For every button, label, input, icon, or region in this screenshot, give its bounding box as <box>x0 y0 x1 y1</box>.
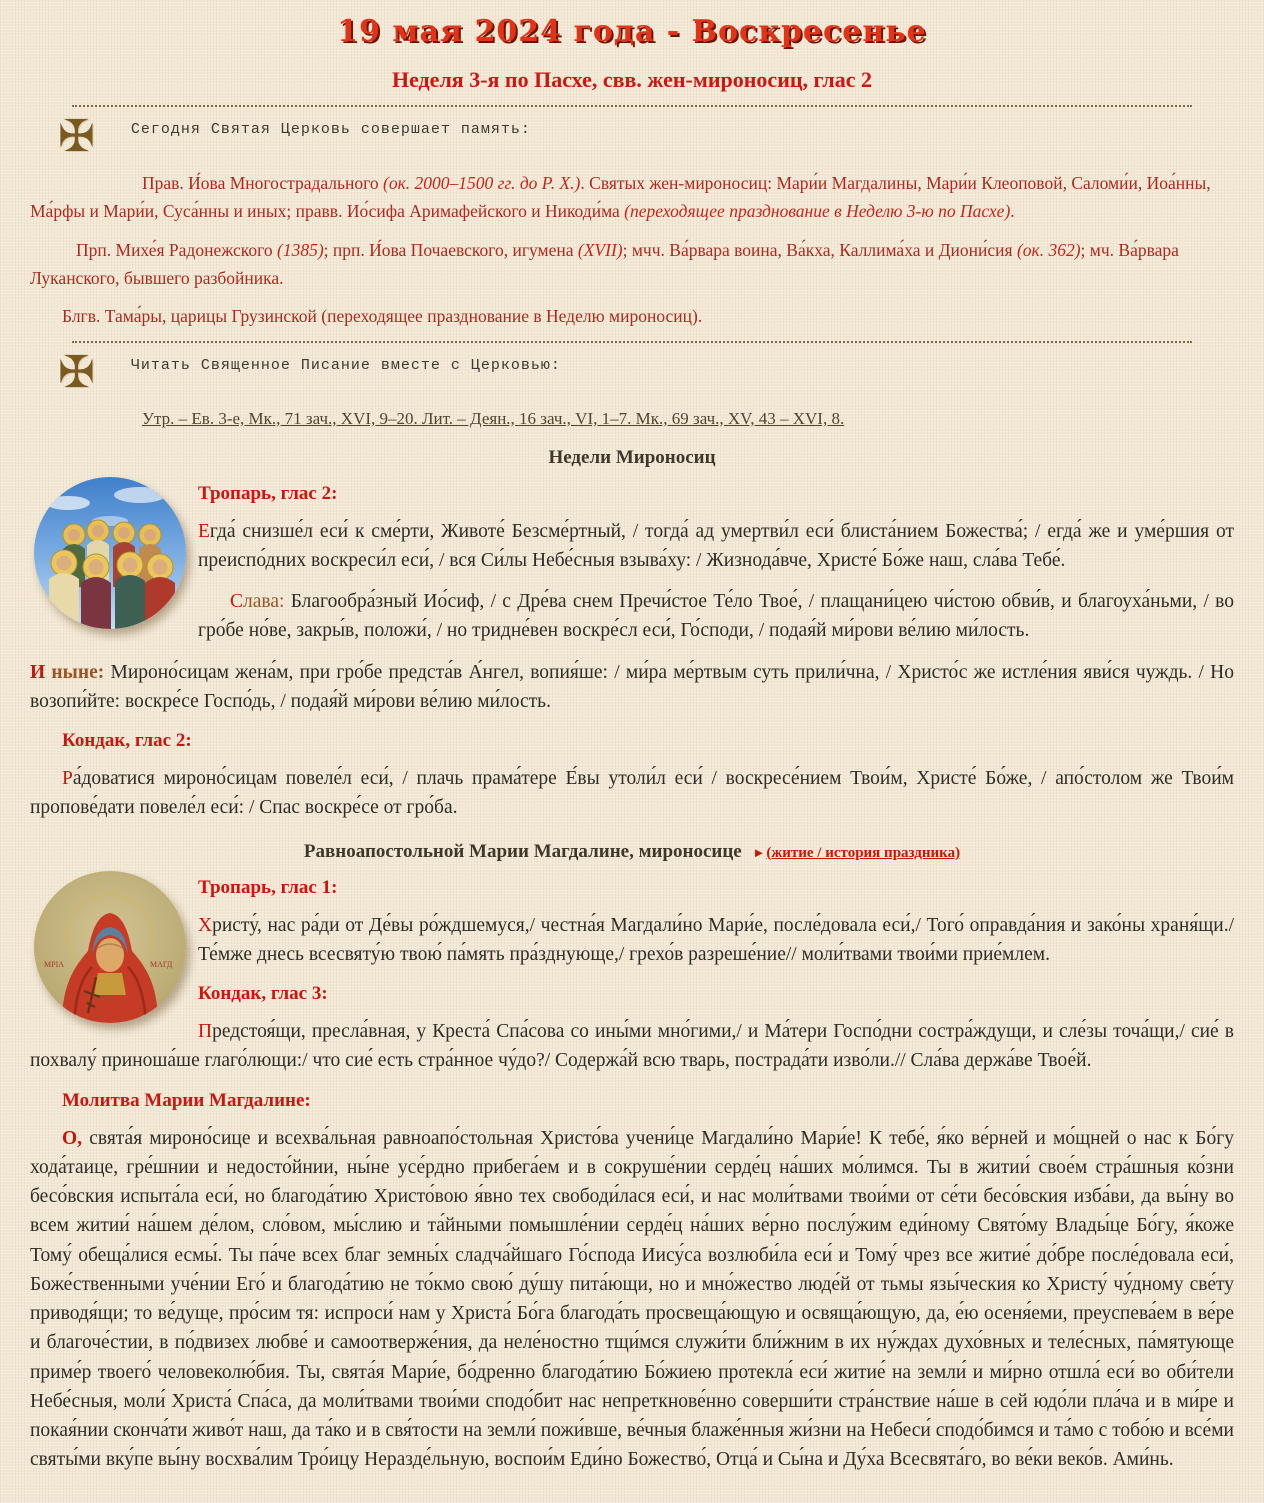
commemoration-label: Сегодня Святая Церковь совершает память: <box>130 121 531 138</box>
mary-magdalene-icon <box>34 871 186 1023</box>
red-initial: П <box>198 1021 213 1043</box>
red-initial: Х <box>198 914 213 936</box>
kontakion-text: Предстоя́щи, пресла́вная, у Креста́ Спа́сова со ины́ми мно́гими,/ и Ма́тери Госпо́дни состра́ждущи, и сле́зы точа́щи,/ сие́ в похвалу́ приноша́ше глаго́лющи:/ что сие́ есть стра́нное чу́до?/ Содержа́й всю тварь, пострада́ти изво́ли.// Сла́ва держа́ве Твое́й. <box>30 1021 1234 1072</box>
scripture-readings-link[interactable]: Утр. – Ев. 3-е, Мк., 71 зач., XVI, 9–20. Лит. – Деян., 16 зач., VI, 1–7. Мк., 69 зач., XV, 43 – XVI, 8. <box>142 408 845 428</box>
red-initial: О, <box>62 1127 83 1149</box>
commemoration-paragraph <box>30 236 1234 293</box>
red-initial: И <box>30 661 46 683</box>
commemoration-section-header <box>58 112 1234 161</box>
slava-text: Слава: Благообра́зный Ио́сиф, / с Дре́ва снем Пречи́стое Те́ло Твое́, / плащани́цею чи́стою обви́в, и благоуха́ньми, / во гро́бе но́ве, закры́в, положи́, / но тридне́вен воскре́сл еси́, Го́споди, / подая́й ми́рови ве́лию ми́лость. <box>198 591 1234 642</box>
church-calendar-page <box>30 14 1234 1475</box>
commemoration-text: . <box>1010 201 1015 222</box>
magdalene-section-heading: Равноапостольной Марии Магдалине, мироносице ►(житие / история праздника) <box>303 840 961 862</box>
i-nyne-label: ныне: <box>45 661 105 683</box>
slava-label: лава: <box>243 591 285 613</box>
scripture-section-header <box>58 347 1234 397</box>
week-section-heading: Недели Мироносиц <box>548 446 716 468</box>
commemoration-date-note: (ок. 2000–1500 гг. до Р. Х.) <box>383 173 581 193</box>
kontakion-heading: Кондак, глас 3: <box>198 983 328 1005</box>
page-subtitle: Неделя 3-я по Пасхе, свв. жен-мироносиц, глас 2 <box>391 67 873 92</box>
dotted-separator <box>72 105 1192 107</box>
commemoration-date-note: (переходящее празднование в Неделю 3-ю по Пасхе) <box>624 201 1011 222</box>
myrrhbearers-icon <box>34 477 186 629</box>
commemoration-text: ; мчч. Ва́рвара воина, Ва́кха, Каллима́ха и Диони́сия <box>622 239 1017 260</box>
scripture-readings <box>30 409 1234 429</box>
commemoration-paragraph: Блгв. Тама́ры, царицы Грузинской (переходящее празднование в Неделю мироносиц). <box>62 306 703 327</box>
play-triangle-icon: ► <box>752 844 766 860</box>
troparion-heading: Тропарь, глас 1: <box>198 876 338 898</box>
troparion-heading: Тропарь, глас 2: <box>198 482 338 504</box>
kontakion-heading: Кондак, глас 2: <box>62 730 192 752</box>
ornamental-cross-icon: ✠ <box>58 347 95 397</box>
commemoration-text: Прп. Михе́я Радонежского <box>76 239 277 260</box>
prayer-heading: Молитва Марии Магдалине: <box>62 1089 311 1111</box>
red-initial: Е <box>198 520 210 542</box>
commemoration-date-note: (XVII) <box>577 239 623 260</box>
commemoration-date-note: (1385) <box>277 239 324 260</box>
red-initial: Р <box>62 768 73 790</box>
i-nyne-text: И ныне: Мироно́сицам жена́м, при гро́бе предста́в А́нгел, вопия́ше: / ми́ра ме́ртвым суть прили́чна, / Христо́с же истле́ния яви́ся чуждь. / Но возопи́йте: воскре́се Госпо́дь, / подая́й ми́рови ве́лию ми́лость. <box>30 661 1234 712</box>
svg-text:МАГД: МАГД <box>150 959 173 969</box>
troparion-text: Христу́, нас ра́ди от Де́вы ро́ждшемуся,/ честна́я Магдали́но Мари́е, после́довала еси́,/ Того́ оправда́ния и зако́ны храня́щи./ Те́мже днесь всесвяту́ю твою́ па́мять пра́зднующе,/ грехо́в разреше́ние// моли́твами твои́ми прие́млем. <box>198 914 1234 965</box>
red-initial: С <box>230 591 244 613</box>
commemoration-text: ; прп. И́ова Почаевского, игумена <box>323 239 578 260</box>
dotted-separator <box>72 341 1192 343</box>
zhitie-link[interactable]: ►(житие / история праздника) <box>752 844 961 861</box>
kontakion-text: Ра́доватися мироно́сицам повеле́л еси́, / плачь прама́тере Е́вы утоли́л еси́ / воскресе́нием Твои́м, Христе́ Бо́же, / апо́столом же Твои́м пропове́дати повеле́л еси́: / Спас воскре́се от гро́ба. <box>30 768 1234 819</box>
commemoration-text: ; мч. Ва́рвара Луканского, бывшего разбойника. <box>30 239 1179 289</box>
page-title: 19 мая 2024 года - Воскресенье <box>337 14 927 49</box>
commemoration-date-note: (ок. 362) <box>1016 239 1081 260</box>
ornamental-cross-icon: ✠ <box>58 112 95 161</box>
scripture-label: Читать Священное Писание вместе с Церковью: <box>130 356 561 374</box>
svg-text:МРІА: МРІА <box>44 959 65 969</box>
commemoration-text: Прав. И́ова Многострадального <box>142 173 384 193</box>
commemoration-text: . Святых жен-мироносиц: Мари́и Магдалины, Мари́и Клеоповой, Саломи́и, Иоа́нны, Ма́рфы и Мари́и, Суса́нны и иных; правв. Ио́сифа Аримафейского и Никоди́ма <box>30 173 1211 222</box>
commemoration-paragraph <box>30 169 1234 226</box>
prayer-text: О, свята́я мироно́сице и всехва́льная равноапо́стольная Христо́ва учени́це Магдали́но Мари́е! К тебе́, я́ко ве́рней и мо́щней о нас к Бо́гу хода́таице, гре́шнии и недосто́йнии, ны́не усе́рдно прибега́ем и в сокруше́нии серде́ц на́ших мо́лимся. Ты в житии́ свое́м стра́шныя ко́зни бесо́вския испыта́ла еси́, но благода́тию Христо́вою я́вно тех свободи́лася еси́, и нас моли́твами твои́ми от се́ти бесо́вския изба́ви, да вы́ну во всем житии́ на́шем де́лом, сло́вом, мы́слию и та́йными помышле́нии серде́ц на́ших ве́рно послу́жим еди́ному Свято́му Влады́це Бо́гу, я́коже Тому́ обеща́лися есмы́. Ты па́че всех благ земны́х сладча́йшаго Го́спода Иису́са возлюби́ла еси́ и Тому́ чрез все житие́ до́бре после́довала еси́, Боже́ственными уче́нии Его́ и благода́тию не то́кмо свою́ ду́шу пита́ющи, но и мно́жество люде́й от тьмы язы́ческия ко Христу́ чу́дному све́ту приводя́щи; то ве́дуще, про́сим тя: испроси́ нам у Христа́ Бо́га благода́ть просвеща́ющую и освяща́ющую, да, е́ю осеня́еми, преуспева́ем в ве́ре и благоче́стии, в по́двизех любве́ и самоотверже́ния, да неле́ностно тщи́мся служи́ти бли́жним в их ну́ждах духо́вных и теле́сных, па́мятующе приме́р твоего́ человеколю́бия. Ты, свята́я Мари́е, бо́дренно благода́тию Бо́жиею протекла́ еси́ житие́ на земли́ и ми́рно отшла́ еси́ во оби́тели Небе́сныя, моли́ Христа́ Спа́са, да моли́твами твои́ми сподо́бит нас непреткнове́нно соверши́ти стра́нствие на́ше в сей юдо́ли пла́ча и в ми́ре и покая́нии сконча́ти живо́т наш, да та́ко и в свя́тости на земли́ пожи́вше, ве́чныя блаже́нныя жи́зни на Небеси́ сподо́бимся и та́мо с тобо́ю и все́ми святы́ми вку́пе вы́ну восхва́лим Тро́ицу Неразде́льную, воспои́м Еди́но Божество́, Отца́ и Сы́на и Ду́ха Всесвята́го, во ве́ки веко́в. Ами́нь. <box>30 1127 1234 1471</box>
troparion-text: Егда́ снизше́л еси́ к сме́рти, Животе́ Безсме́ртный, / тогда́ ад умертви́л еси́ блиста́нием Божества́; / егда́ же и уме́ршия от преиспо́дних воскреси́л еси́, / вся Си́лы Небе́сныя взыва́ху: / Жизнода́вче, Христе́ Бо́же наш, сла́ва Тебе́. <box>198 520 1234 571</box>
